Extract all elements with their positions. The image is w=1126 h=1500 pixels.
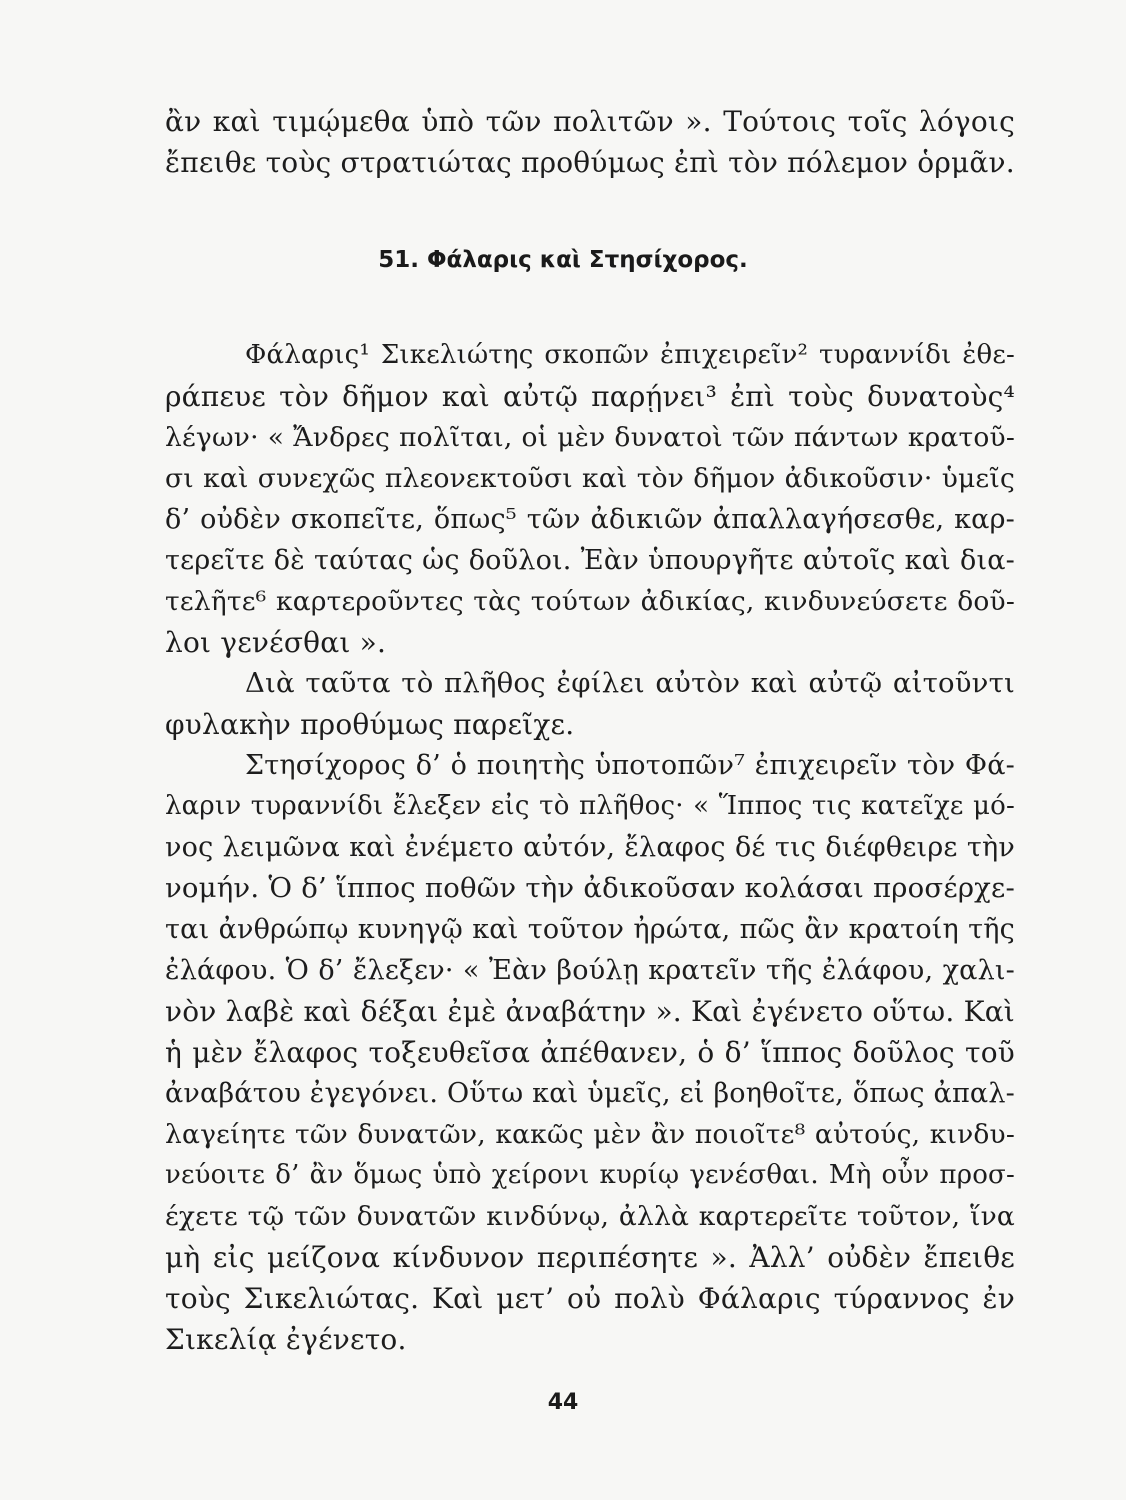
- text-line: λαριν τυραννίδι ἔλεξεν εἰς τὸ πλῆθος· « Ἵππος τις κατεῖχε μό-: [165, 791, 1015, 821]
- text-line: νεύοιτε δ’ ἂν ὅμως ὑπὸ χείρονι κυρίῳ γενέσθαι. Μὴ οὖν προσ-: [165, 1160, 1015, 1190]
- section-heading: 51. Φάλαρις καὶ Στησίχορος.: [378, 247, 748, 273]
- text-line: ἔπειθε τοὺς στρατιώτας προθύμως ἐπὶ τὸν πόλεμον ὁρμᾶν.: [165, 146, 1015, 179]
- text-line: λέγων· « Ἄνδρες πολῖται, οἱ μὲν δυνατοὶ τῶν πάντων κρατοῦ-: [165, 422, 1015, 453]
- text-line: ἀναβάτου ἐγεγόνει. Οὕτω καὶ ὑμεῖς, εἰ βοηθοῖτε, ὅπως ἀπαλ-: [165, 1078, 1015, 1109]
- text-line: μὴ εἰς μείζονα κίνδυνον περιπέσητε ». Ἀλλ’ οὐδὲν ἔπειθε: [165, 1241, 1015, 1274]
- paragraph-3: [165, 745, 1015, 1360]
- text-line: νος λειμῶνα καὶ ἐνέμετο αὐτόν, ἔλαφος δέ τις διέφθειρε τὴν: [165, 832, 1015, 863]
- text-line: φυλακὴν προθύμως παρεῖχε.: [165, 708, 575, 741]
- text-line: ράπευε τὸν δῆμον καὶ αὐτῷ παρῄνει³ ἐπὶ τοὺς δυνατοὺς⁴: [165, 380, 1015, 413]
- text-line: ἡ μὲν ἔλαφος τοξευθεῖσα ἀπέθανεν, ὁ δ’ ἵππος δοῦλος τοῦ: [165, 1036, 1015, 1069]
- text-line: σι καὶ συνεχῶς πλεονεκτοῦσι καὶ τὸν δῆμον ἀδικοῦσιν· ὑμεῖς: [165, 463, 1015, 494]
- text-line: δ’ οὐδὲν σκοπεῖτε, ὅπως⁵ τῶν ἀδικιῶν ἀπαλλαγήσεσθε, καρ-: [165, 504, 1015, 535]
- text-line: ἂν καὶ τιμῴμεθα ὑπὸ τῶν πολιτῶν ». Τούτοις τοῖς λόγοις: [165, 105, 1015, 138]
- page-number: 44: [547, 1390, 579, 1415]
- text-line: νομήν. Ὁ δ’ ἵππος ποθῶν τὴν ἀδικοῦσαν κολάσαι προσέρχε-: [165, 872, 1015, 904]
- text-line: λοι γενέσθαι ».: [165, 626, 387, 659]
- text-line: τερεῖτε δὲ ταύτας ὡς δοῦλοι. Ἐὰν ὑπουργῆτε αὐτοῖς καὶ δια-: [165, 545, 1015, 576]
- text-line: Στησίχορος δ’ ὁ ποιητὴς ὑποτοπῶν⁷ ἐπιχειρεῖν τὸν Φά-: [245, 750, 1015, 781]
- text-line: Σικελίᾳ ἐγένετο.: [165, 1323, 407, 1356]
- text-line: λαγείητε τῶν δυνατῶν, κακῶς μὲν ἂν ποιοῖτε⁸ αὐτούς, κινδυ-: [165, 1119, 1015, 1150]
- text-line: ται ἀνθρώπῳ κυνηγῷ καὶ τοῦτον ἠρώτα, πῶς ἂν κρατοίη τῆς: [165, 914, 1015, 945]
- text-line: Διὰ ταῦτα τὸ πλῆθος ἐφίλει αὐτὸν καὶ αὐτῷ αἰτοῦντι: [245, 667, 1015, 699]
- text-line: έχετε τῷ τῶν δυνατῶν κινδύνῳ, ἀλλὰ καρτερεῖτε τοῦτον, ἵνα: [165, 1201, 1015, 1232]
- text-line: νὸν λαβὲ καὶ δέξαι ἐμὲ ἀναβάτην ». Καὶ ἐγένετο οὕτω. Καὶ: [165, 995, 1015, 1028]
- text-line: Φάλαρις¹ Σικελιώτης σκοπῶν ἐπιχειρεῖν² τυραννίδι ἐθε-: [245, 340, 1015, 370]
- text-line: τελῆτε⁶ καρτεροῦντες τὰς τούτων ἀδικίας, κινδυνεύσετε δοῦ-: [165, 586, 1015, 617]
- continuation-text: [165, 101, 1015, 183]
- paragraph-2: [165, 663, 1015, 745]
- text-line: ἐλάφου. Ὁ δ’ ἔλεξεν· « Ἐὰν βούλῃ κρατεῖν τῆς ἐλάφου, χαλι-: [165, 955, 1015, 986]
- text-line: τοὺς Σικελιώτας. Καὶ μετ’ οὐ πολὺ Φάλαρις τύραννος ἐν: [165, 1282, 1015, 1315]
- paragraph-1: [165, 335, 1015, 663]
